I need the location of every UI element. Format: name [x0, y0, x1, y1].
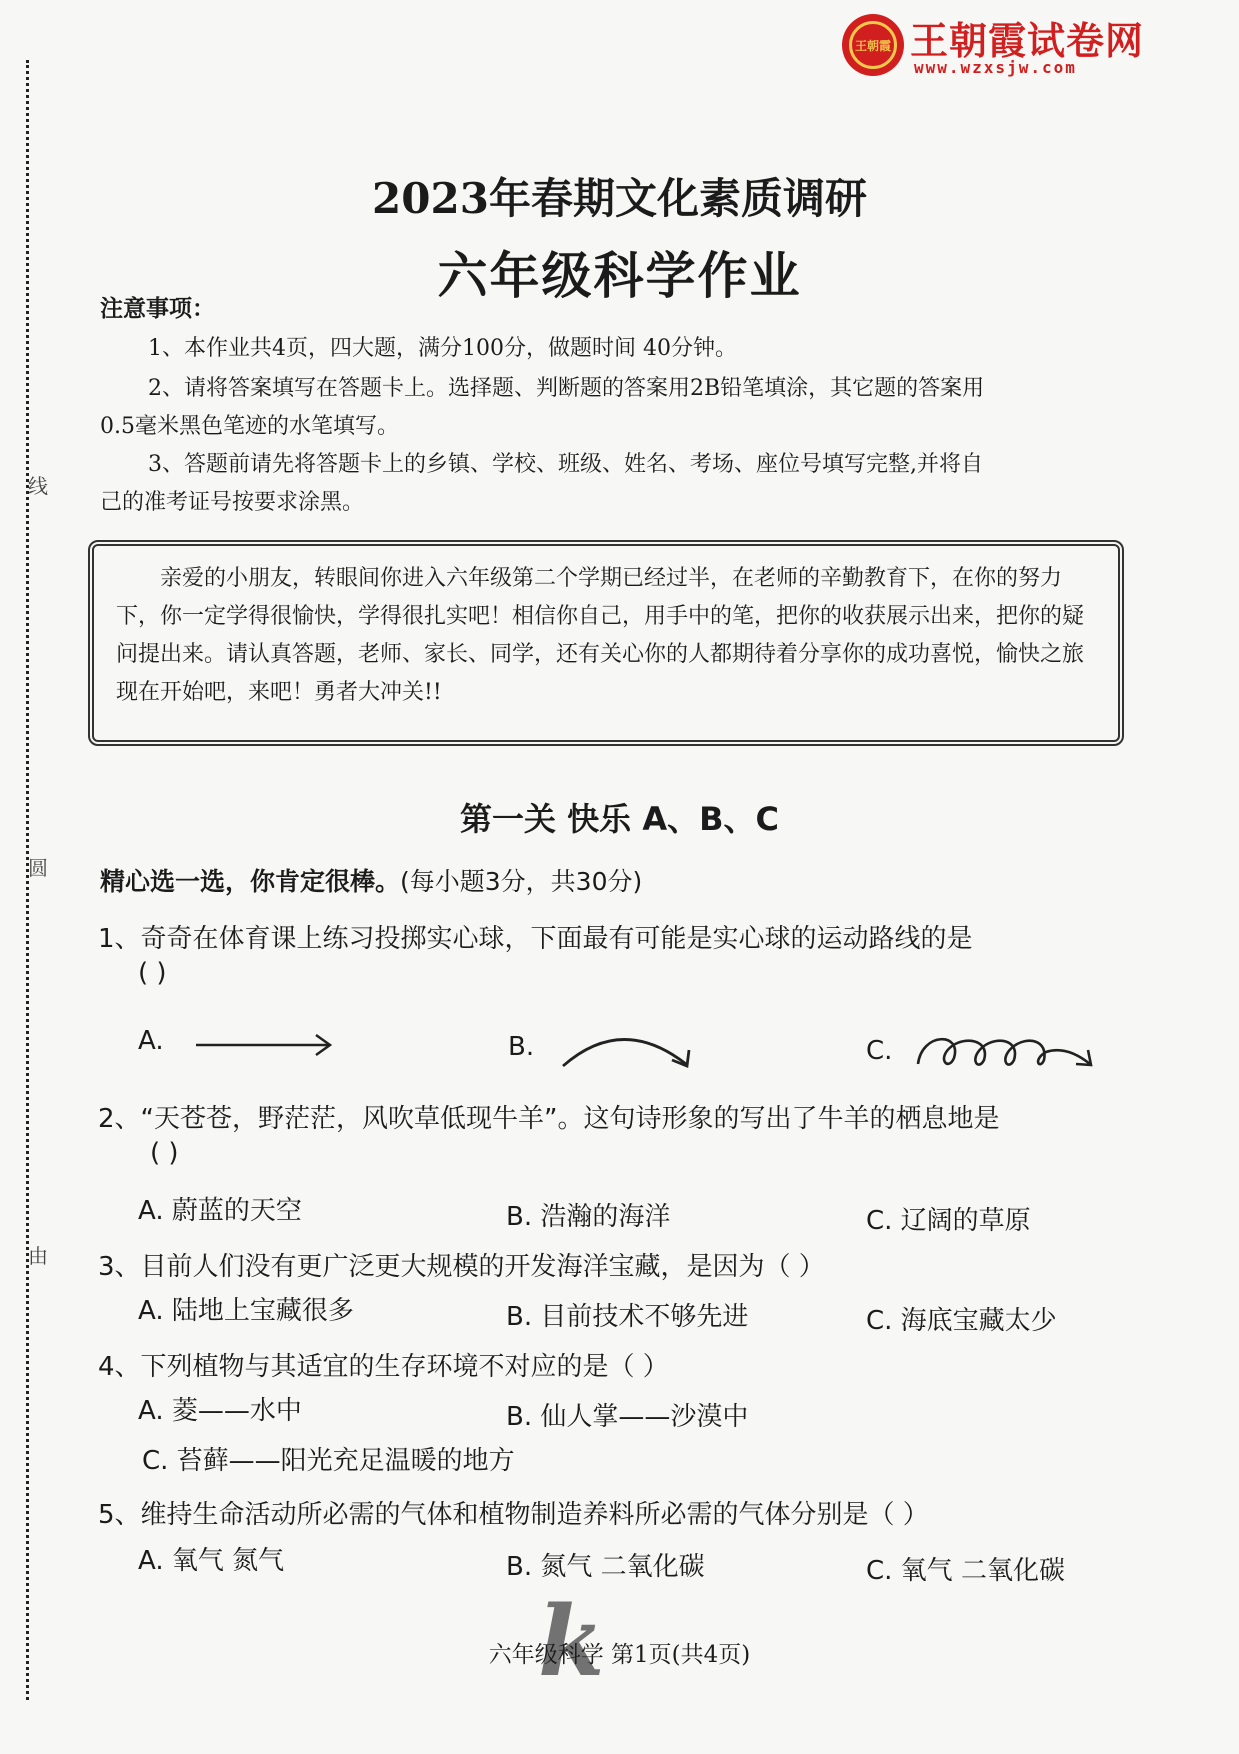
notice-item-3: 3、答题前请先将答题卡上的乡镇、学校、班级、姓名、考场、座位号填写完整,并将自 [148, 452, 983, 477]
question-2-option-c: C. 辽阔的草原 [866, 1206, 1031, 1236]
question-3-stem: 3、目前人们没有更广泛更大规模的开发海洋宝藏，是因为（ ） [98, 1252, 825, 1282]
notice-item-3-cont: 己的准考证号按要求涂黑。 [100, 490, 365, 515]
question-5-option-b: B. 氮气 二氧化碳 [506, 1552, 705, 1582]
straight-path-icon [194, 1030, 338, 1060]
question-1-blank: ( ) [138, 958, 167, 988]
question-1-stem: 1、奇奇在体育课上练习投掷实心球，下面最有可能是实心球的运动路线的是 [98, 924, 973, 954]
binding-mark-top: 线 [28, 474, 48, 498]
notice-item-2-cont: 0.5毫米黑色笔迹的水笔填写。 [100, 414, 399, 439]
logo-url: www.wzxsjw.com [914, 58, 1077, 77]
logo-name: 王朝霞试卷网 [910, 19, 1145, 63]
parabola-path-icon [560, 1026, 696, 1072]
instruction-bold: 精心选一选，你肯定很棒。 [100, 867, 401, 896]
notice-heading: 注意事项： [100, 296, 215, 322]
question-3-option-a: A. 陆地上宝藏很多 [138, 1296, 354, 1326]
binding-mark-mid: 圆 [28, 856, 48, 880]
question-2-stem: 2、“天苍苍，野茫茫，风吹草低现牛羊”。这句诗形象的写出了牛羊的栖息地是 [98, 1104, 1000, 1134]
question-5-stem: 5、维持生命活动所必需的气体和植物制造养料所必需的气体分别是（ ） [98, 1500, 929, 1530]
question-1-option-a: A. [138, 1026, 164, 1056]
greeting-frame [88, 540, 1124, 746]
question-1-option-b: B. [508, 1032, 535, 1062]
logo-seal-text: 王朝霞 [849, 21, 897, 69]
section-title: 第一关 快乐 A、B、C [460, 800, 779, 838]
watermark-k: k [538, 1585, 605, 1698]
exam-title: 2023年春期文化素质调研 [372, 174, 867, 223]
question-5-option-a: A. 氧气 氮气 [138, 1546, 285, 1576]
question-2-blank: ( ) [150, 1138, 179, 1168]
question-3-option-c: C. 海底宝藏太少 [866, 1306, 1057, 1336]
loop-path-icon [914, 1028, 1100, 1076]
question-2-option-a: A. 蔚蓝的天空 [138, 1196, 302, 1226]
greeting-text: 亲爱的小朋友，转眼间你进入六年级第二个学期已经过半，在老师的辛勤教育下，在你的努力下，你一定学得很愉快，学得很扎实吧！相信你自己，用手中的笔，把你的收获展示出来，把你的疑问提出来。请认真答题，老师、家长、同学，还有关心你的人都期待着分享你的成功喜悦，愉快之旅现在开始吧，来吧！勇者大冲关!! [116, 566, 1085, 705]
notice-item-2: 2、请将答案填写在答题卡上。选择题、判断题的答案用2B铅笔填涂，其它题的答案用 [148, 376, 985, 401]
question-4-stem: 4、下列植物与其适宜的生存环境不对应的是（ ） [98, 1352, 669, 1382]
question-2-option-b: B. 浩瀚的海洋 [506, 1202, 671, 1232]
question-4-option-b: B. 仙人掌——沙漠中 [506, 1402, 749, 1432]
binding-mark-bottom: 由 [28, 1244, 48, 1268]
site-logo [842, 12, 1164, 78]
question-3-option-b: B. 目前技术不够先进 [506, 1302, 749, 1332]
question-4-option-c: C. 苔藓——阳光充足温暖的地方 [142, 1446, 515, 1476]
question-4-option-a: A. 菱——水中 [138, 1396, 302, 1426]
question-1-option-c: C. [866, 1036, 893, 1066]
instruction-score: (每小题3分，共30分) [400, 867, 643, 896]
page-footer: 六年级科学 第1页(共4页) [488, 1642, 751, 1668]
logo-seal-icon [842, 14, 904, 76]
notice-item-1: 1、本作业共4页，四大题，满分100分，做题时间 40分钟。 [148, 336, 737, 361]
question-5-option-c: C. 氧气 二氧化碳 [866, 1556, 1065, 1586]
section-instruction [100, 862, 642, 898]
exam-subtitle: 六年级科学作业 [437, 246, 802, 305]
